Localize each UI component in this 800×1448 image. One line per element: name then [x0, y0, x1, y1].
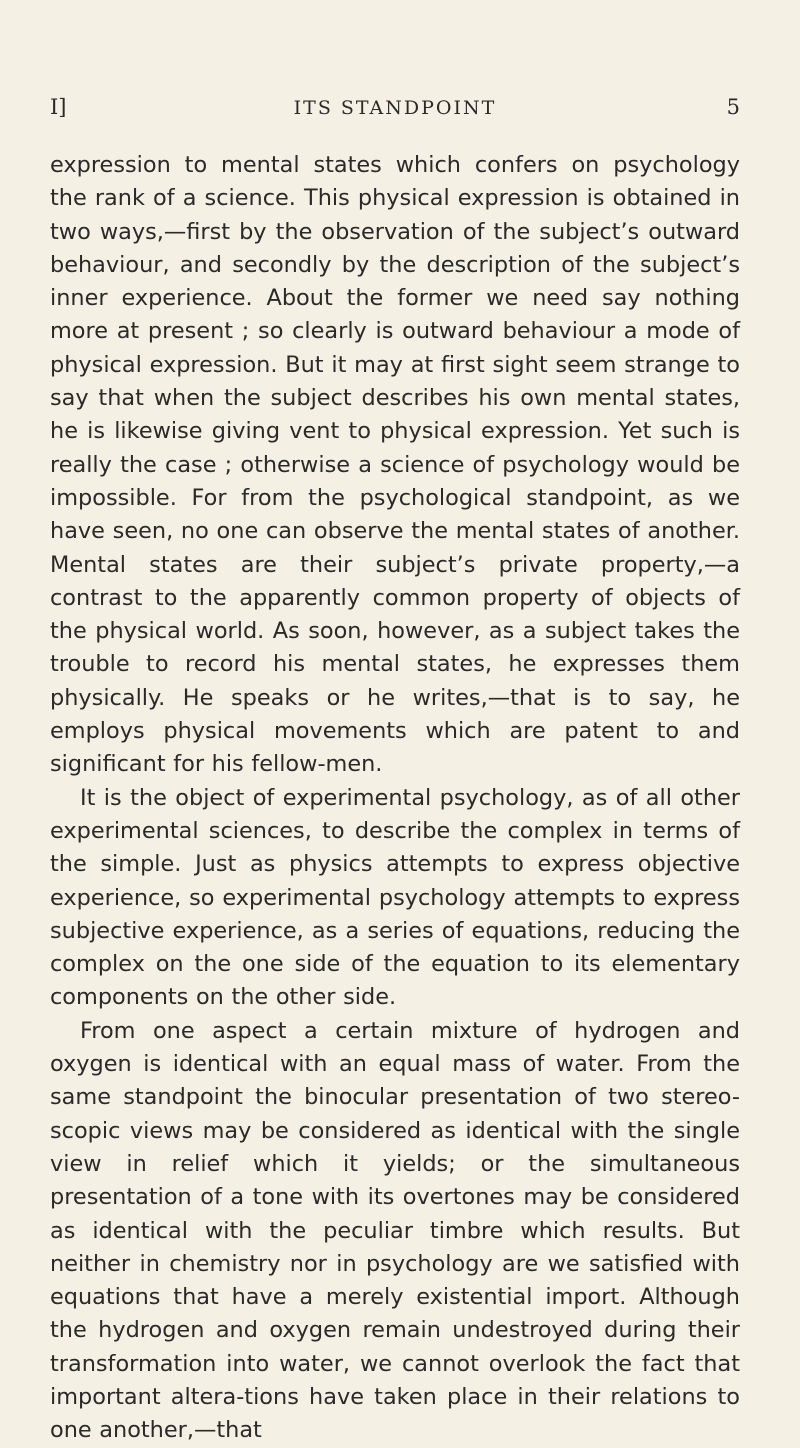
page-number: 5 — [726, 95, 740, 119]
chapter-number: I] — [50, 95, 67, 119]
paragraph-2: It is the object of experimental psychology, as of all other experimental sciences, to describe the complex in terms of the simple. Just as physics attempts to express objective experience, so experimental psychology attempts to express subjective experience, as a series of equations, reducing the complex on the one side of the equation to its elementary components on the other side. — [50, 784, 740, 1011]
running-header — [50, 95, 740, 119]
running-title: ITS STANDPOINT — [293, 97, 497, 119]
paragraph-3: From one aspect a certain mixture of hydrogen and oxygen is identical with an equal mass of water. From the same standpoint the binocular presentation of two stereo-scopic views may be considered as identical with the single view in relief which it yields; or the simultaneous presentation of a tone with its overtones may be considered as identical with the peculiar timbre which results. But neither in chemistry nor in psychology are we satisfied with equations that have a merely existential import. Although the hydrogen and oxygen remain undestroyed during their transformation into water, we cannot overlook the fact that important altera-tions have taken place in their relations to one another,—that — [50, 1017, 740, 1444]
paragraph-1: expression to mental states which confers on psychology the rank of a science. This physical expression is obtained in two ways,—first by the observation of the subject’s outward behaviour, and secondly by the description of the subject’s inner experience. About the former we need say nothing more at present ; so clearly is outward behaviour a mode of physical expression. But it may at first sight seem strange to say that when the subject describes his own mental states, he is likewise giving vent to physical expression. Yet such is really the case ; otherwise a science of psychology would be impossible. For from the psychological standpoint, as we have seen, no one can observe the mental states of another. Mental states are their subject’s private property,—a contrast to the apparently common property of objects of the physical world. As soon, however, as a subject takes the trouble to record his mental states, he expresses them physically. He speaks or he writes,—that is to say, he employs physical movements which are patent to and significant for his fellow-men. — [50, 152, 740, 778]
body-text — [50, 149, 740, 1448]
